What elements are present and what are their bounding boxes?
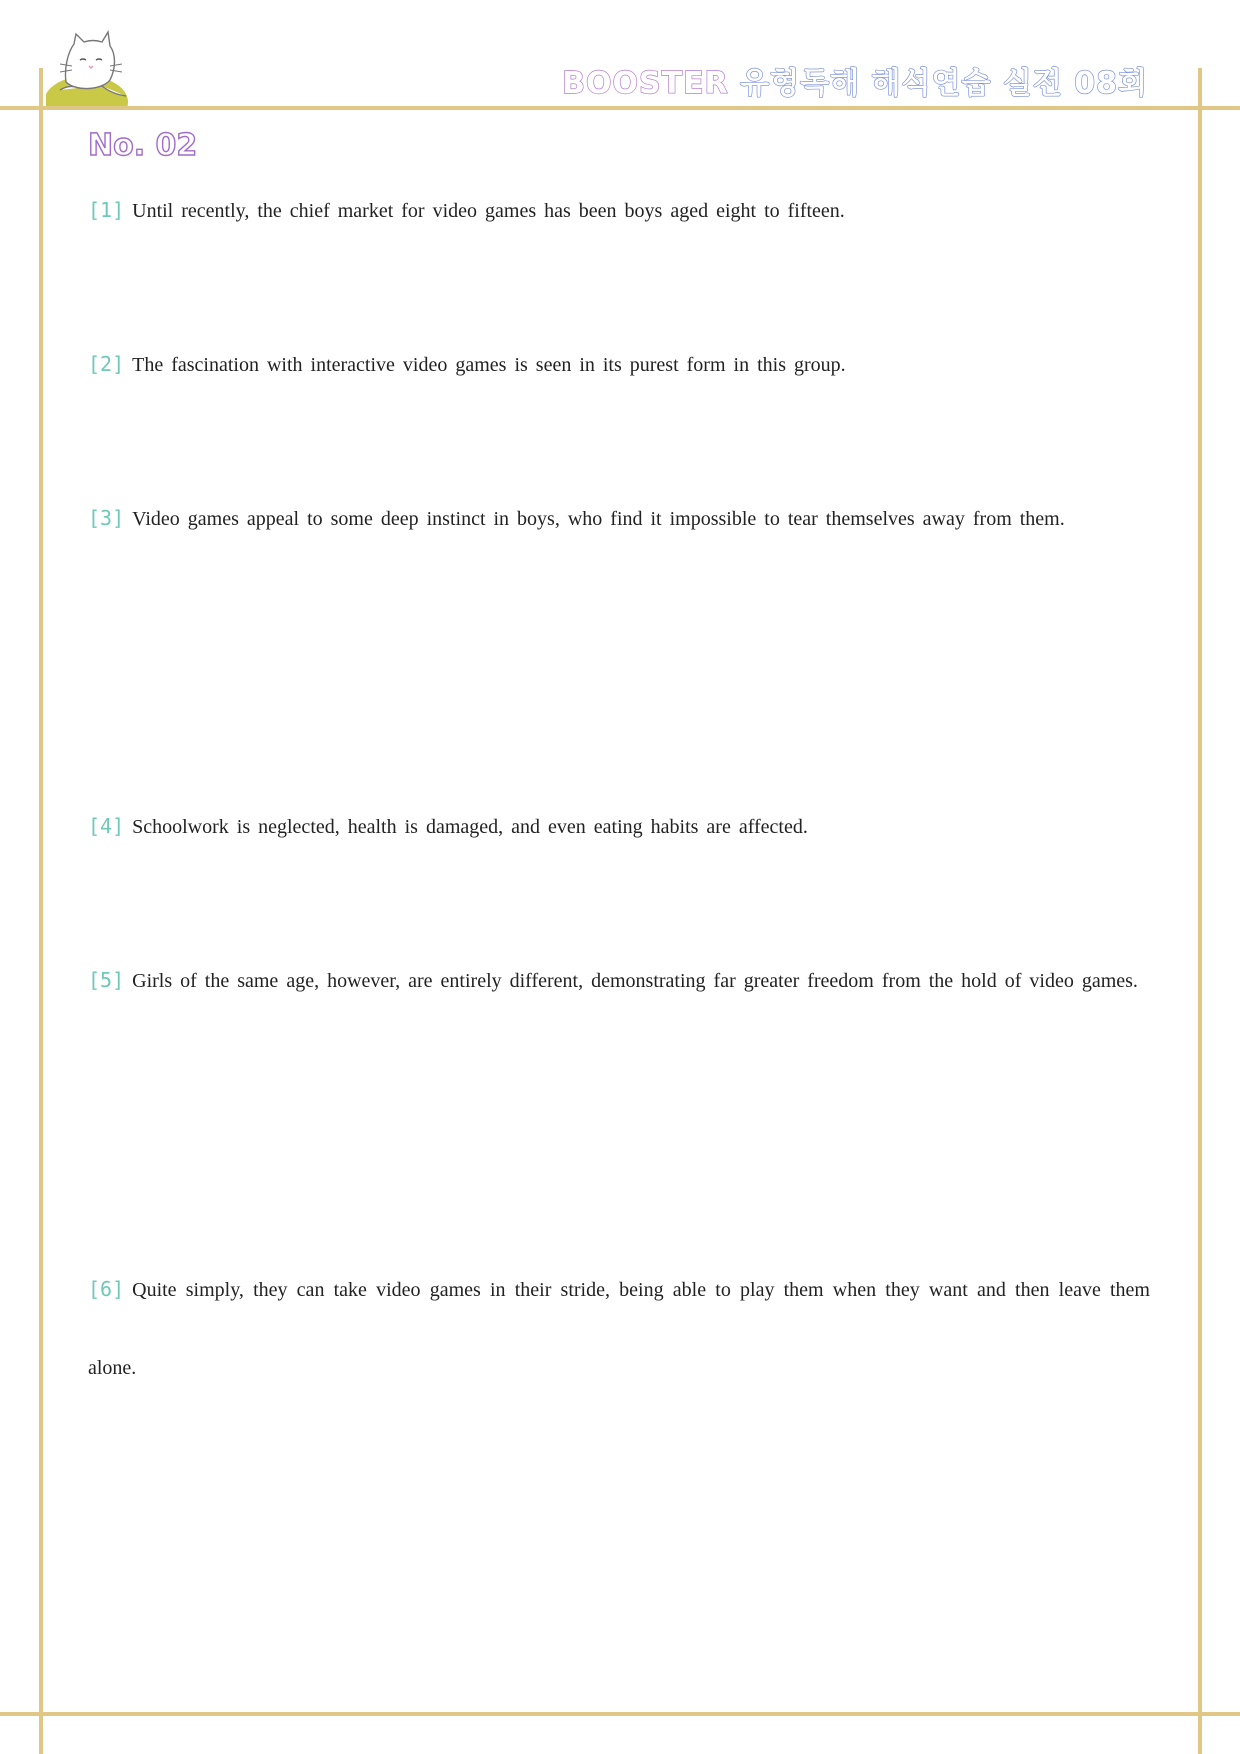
- right-border: [1198, 68, 1202, 1754]
- sentence-text: The fascination with interactive video games is seen in its purest form in this group.: [132, 354, 846, 376]
- sentence-4: [88, 787, 1150, 866]
- cat-mascot-icon: [46, 30, 132, 106]
- sentence-text: Quite simply, they can take video games in their stride, being able to play them when they want and then leave them alone.: [88, 1279, 1150, 1379]
- problem-number: No. 02: [88, 128, 198, 163]
- sentence-2: [88, 325, 1150, 404]
- sentence-number: [6]: [88, 1277, 125, 1301]
- sentence-3: [88, 479, 1150, 558]
- sentence-number: [5]: [88, 968, 125, 992]
- sentence-text: Video games appeal to some deep instinct in boys, who find it impossible to tear themselves away from them.: [132, 508, 1065, 530]
- sentence-1: [88, 171, 1150, 250]
- left-border: [39, 68, 43, 1754]
- sentence-number: [2]: [88, 352, 125, 376]
- worksheet-subtitle: 유형독해 해석연습 실전 08회: [740, 66, 1148, 101]
- sentence-text: Until recently, the chief market for video games has been boys aged eight to fifteen.: [132, 200, 845, 222]
- sentence-number: [1]: [88, 198, 125, 222]
- footer-divider: [0, 1712, 1240, 1716]
- sentence-text: Girls of the same age, however, are entirely different, demonstrating far greater freedom from the hold of video games.: [132, 970, 1138, 992]
- sentence-text: Schoolwork is neglected, health is damaged, and even eating habits are affected.: [132, 816, 808, 838]
- worksheet-title: [562, 58, 1148, 102]
- header-divider: [0, 106, 1240, 110]
- sentence-number: [3]: [88, 506, 125, 530]
- sentence-6: [88, 1250, 1150, 1407]
- sentence-5: [88, 941, 1150, 1020]
- brand-name: BOOSTER: [562, 66, 729, 101]
- sentence-number: [4]: [88, 814, 125, 838]
